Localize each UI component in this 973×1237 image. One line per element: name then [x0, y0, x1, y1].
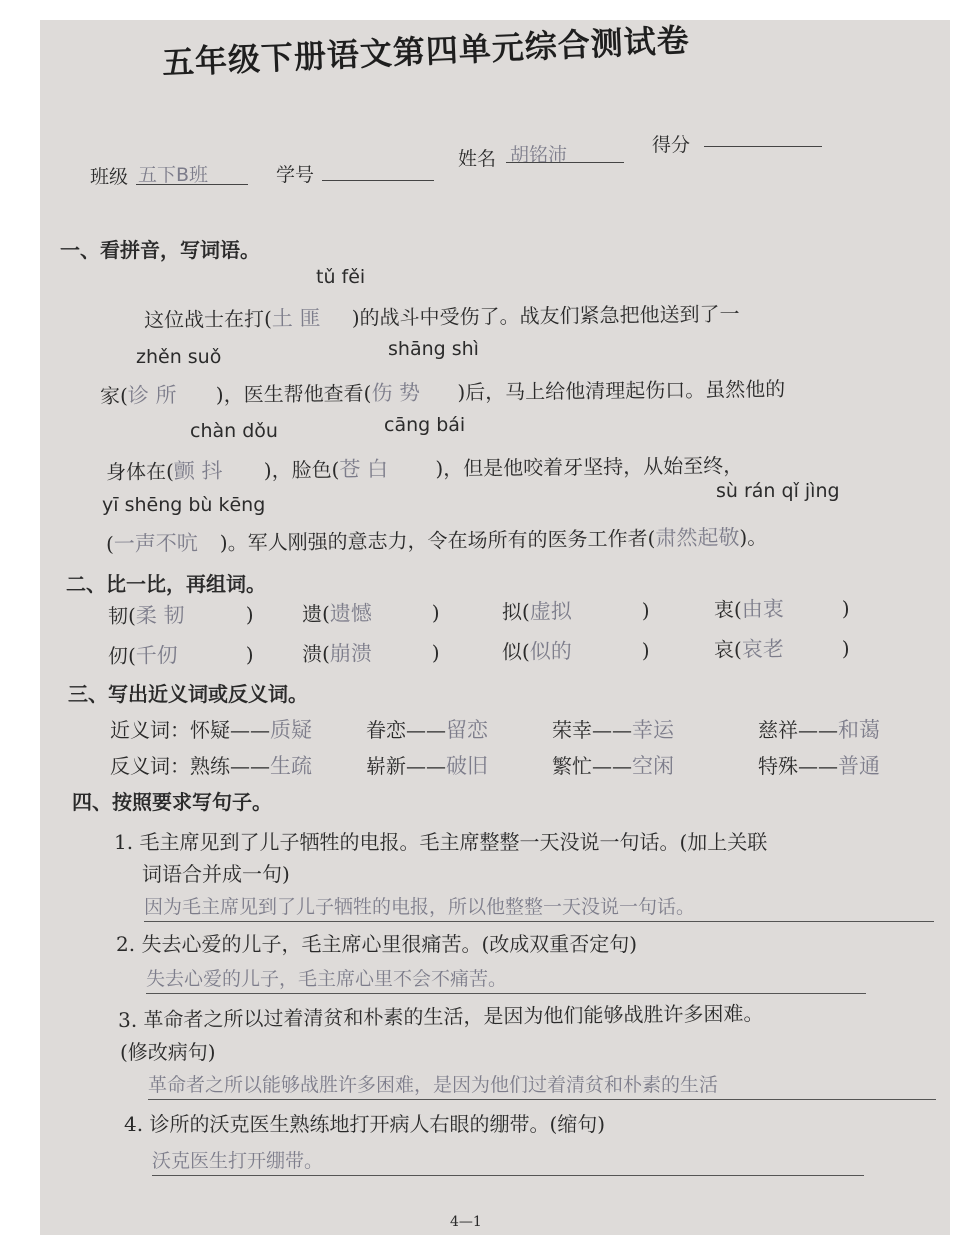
s2-char: 仞 [107, 643, 129, 668]
class-value: 五下B班 [138, 164, 209, 186]
s2-item: 遗(遗憾 ) [302, 596, 502, 628]
s2-answer: 千仞 [135, 643, 178, 668]
s1-text: 这位战士在打( [143, 306, 272, 332]
s1-text: 家( [99, 383, 128, 408]
pinyin-suranqijing: sù rán qǐ jìng [716, 480, 840, 502]
syn-item [190, 714, 366, 744]
s2-char: 韧 [107, 603, 129, 628]
s1-text: )，但是他咬着牙坚持，从始至终， [435, 453, 744, 481]
q2-answer: 失去心爱的儿子，毛主席心里不会不痛苦。 [146, 964, 866, 994]
s2-char: 似 [501, 639, 523, 664]
answer-suranqijing: 肃然起敬 [655, 525, 740, 551]
s2-char: 衷 [713, 597, 735, 622]
s1-text: )，医生帮他查看( [215, 381, 372, 407]
syn-word: 眷恋 [366, 718, 406, 742]
ant-answer: 普通 [838, 754, 880, 778]
synonym-row [110, 714, 880, 744]
syn-answer: 幸运 [632, 718, 674, 742]
antonym-row [110, 750, 880, 780]
ant-word: 崭新 [366, 754, 406, 778]
name-value: 胡铭沛 [510, 144, 568, 166]
syn-item [552, 714, 758, 744]
number-label: 学号 [276, 164, 315, 186]
pinyin-chandou: chàn dǒu [190, 420, 278, 442]
s2-item: 哀(哀老 ) [714, 636, 850, 661]
ant-item [552, 750, 758, 780]
q4-answer: 沃克医生打开绷带。 [152, 1146, 864, 1176]
s1-text: )，脸色( [263, 457, 340, 483]
name-label: 姓名 [458, 148, 497, 170]
q3-text-b: (修改病句) [120, 1040, 216, 1064]
name-underline [506, 162, 624, 163]
s2-answer: 遗憾 [329, 601, 372, 626]
s1-line2 [100, 373, 786, 410]
q1-text-b: 词语合并成一句) [142, 862, 290, 886]
ant-word: 熟练 [190, 754, 230, 778]
dash: —— [406, 718, 446, 742]
s2-answer: 崩溃 [329, 641, 372, 666]
ant-answer: 破旧 [446, 754, 488, 778]
s1-line4 [106, 521, 768, 558]
class-label: 班级 [90, 166, 129, 188]
ant-word: 特殊 [758, 754, 798, 778]
number-underline [322, 180, 434, 181]
q1-text-a: 1. 毛主席见到了儿子牺牲的电报。毛主席整整一天没说一句话。(加上关联 [114, 830, 768, 854]
syn-answer: 质疑 [270, 718, 312, 742]
pinyin-zhensuo: zhěn suǒ [136, 346, 222, 368]
s2-answer: 虚拟 [529, 599, 572, 624]
s2-item: 溃(崩溃 ) [302, 636, 502, 668]
q4-text: 4. 诊所的沃克医生熟练地打开病人右眼的绷带。(缩句) [124, 1112, 606, 1136]
answer-zhensuo: 诊 所 [127, 383, 177, 408]
s2-answer: 似的 [529, 639, 572, 664]
score-label: 得分 [652, 134, 691, 156]
dash: —— [230, 754, 270, 778]
s2-char: 拟 [501, 599, 523, 624]
s1-line1 [144, 298, 740, 334]
ant-word: 繁忙 [552, 754, 592, 778]
page-title: 五年级下册语文第四单元综合测试卷 [161, 20, 691, 82]
dash: —— [406, 754, 446, 778]
s2-char: 遗 [301, 601, 323, 626]
q3-text-a: 3. 革命者之所以过着清贫和朴素的生活，是因为他们能够战胜许多困难。 [117, 1001, 764, 1032]
syn-answer: 留恋 [446, 718, 488, 742]
test-paper [40, 20, 950, 1235]
syn-word: 荣幸 [552, 718, 592, 742]
section3-heading: 三、写出近义词或反义词。 [68, 682, 308, 706]
s2-answer: 由衷 [741, 596, 784, 622]
s2-char: 哀 [713, 637, 735, 662]
dash: —— [798, 754, 838, 778]
s2-answer: 哀老 [741, 636, 784, 662]
q3-answer: 革命者之所以能够战胜许多困难，是因为他们过着清贫和朴素的生活 [148, 1070, 936, 1100]
answer-cangbai: 苍 白 [339, 457, 389, 482]
ant-item [758, 754, 880, 778]
q2-text: 2. 失去心爱的儿子，毛主席心里很痛苦。(改成双重否定句) [116, 932, 638, 956]
pinyin-cangbai: cāng bái [384, 414, 466, 436]
syn-word: 怀疑 [190, 718, 230, 742]
score-underline [704, 146, 822, 147]
class-underline [136, 184, 248, 185]
dash: —— [592, 754, 632, 778]
s2-row2 [108, 632, 850, 670]
section1-heading: 一、看拼音，写词语。 [60, 238, 260, 262]
s2-item: 仞(千仞 ) [108, 638, 302, 670]
s2-item: 拟(虚拟 ) [502, 594, 714, 626]
ant-item [190, 750, 366, 780]
answer-yishengbukeng: 一声不吭 [113, 531, 198, 556]
s1-text: ( [105, 531, 114, 556]
q1-answer: 因为毛主席见到了儿子牺牲的电报，所以他整整一天没说一句话。 [144, 892, 934, 922]
s2-item: 似(似的 ) [502, 634, 714, 666]
answer-tufei: 土 匪 [271, 306, 321, 331]
s1-text: )后，马上给他清理起伤口。虽然他的 [457, 376, 786, 405]
ant-answer: 空闲 [632, 754, 674, 778]
dash: —— [798, 718, 838, 742]
syn-item [366, 714, 552, 744]
s2-item: 衷(由衷 ) [714, 596, 850, 621]
answer-chandou: 颤 抖 [173, 458, 223, 484]
ant-label: 反义词： [110, 754, 190, 778]
pinyin-yishengbukeng: yī shēng bù kēng [102, 494, 266, 516]
s2-answer: 柔 韧 [135, 603, 185, 628]
s1-text: )。 [739, 525, 768, 550]
s1-text: 身体在( [105, 459, 174, 484]
section4-heading: 四、按照要求写句子。 [72, 790, 272, 814]
s1-line3 [106, 449, 744, 486]
s2-item: 韧(柔 韧 ) [108, 598, 302, 630]
syn-label: 近义词： [110, 718, 190, 742]
dash: —— [230, 718, 270, 742]
pinyin-tufei: tǔ fěi [316, 266, 366, 288]
s2-row1 [108, 592, 850, 630]
page-number: 4—1 [450, 1214, 482, 1230]
ant-item [366, 750, 552, 780]
section2-heading: 二、比一比，再组词。 [66, 572, 266, 596]
s1-text: )的战斗中受伤了。战友们紧急把他送到了一 [351, 301, 740, 330]
syn-word: 慈祥 [758, 718, 798, 742]
ant-answer: 生疏 [270, 754, 312, 778]
dash: —— [592, 718, 632, 742]
syn-item [758, 718, 880, 742]
answer-shangshi: 伤 势 [371, 380, 421, 406]
s1-text: )。军人刚强的意志力，令在场所有的医务工作者( [219, 526, 656, 555]
syn-answer: 和蔼 [838, 718, 880, 742]
pinyin-shangshi: shāng shì [388, 338, 479, 360]
s2-char: 溃 [301, 641, 323, 666]
